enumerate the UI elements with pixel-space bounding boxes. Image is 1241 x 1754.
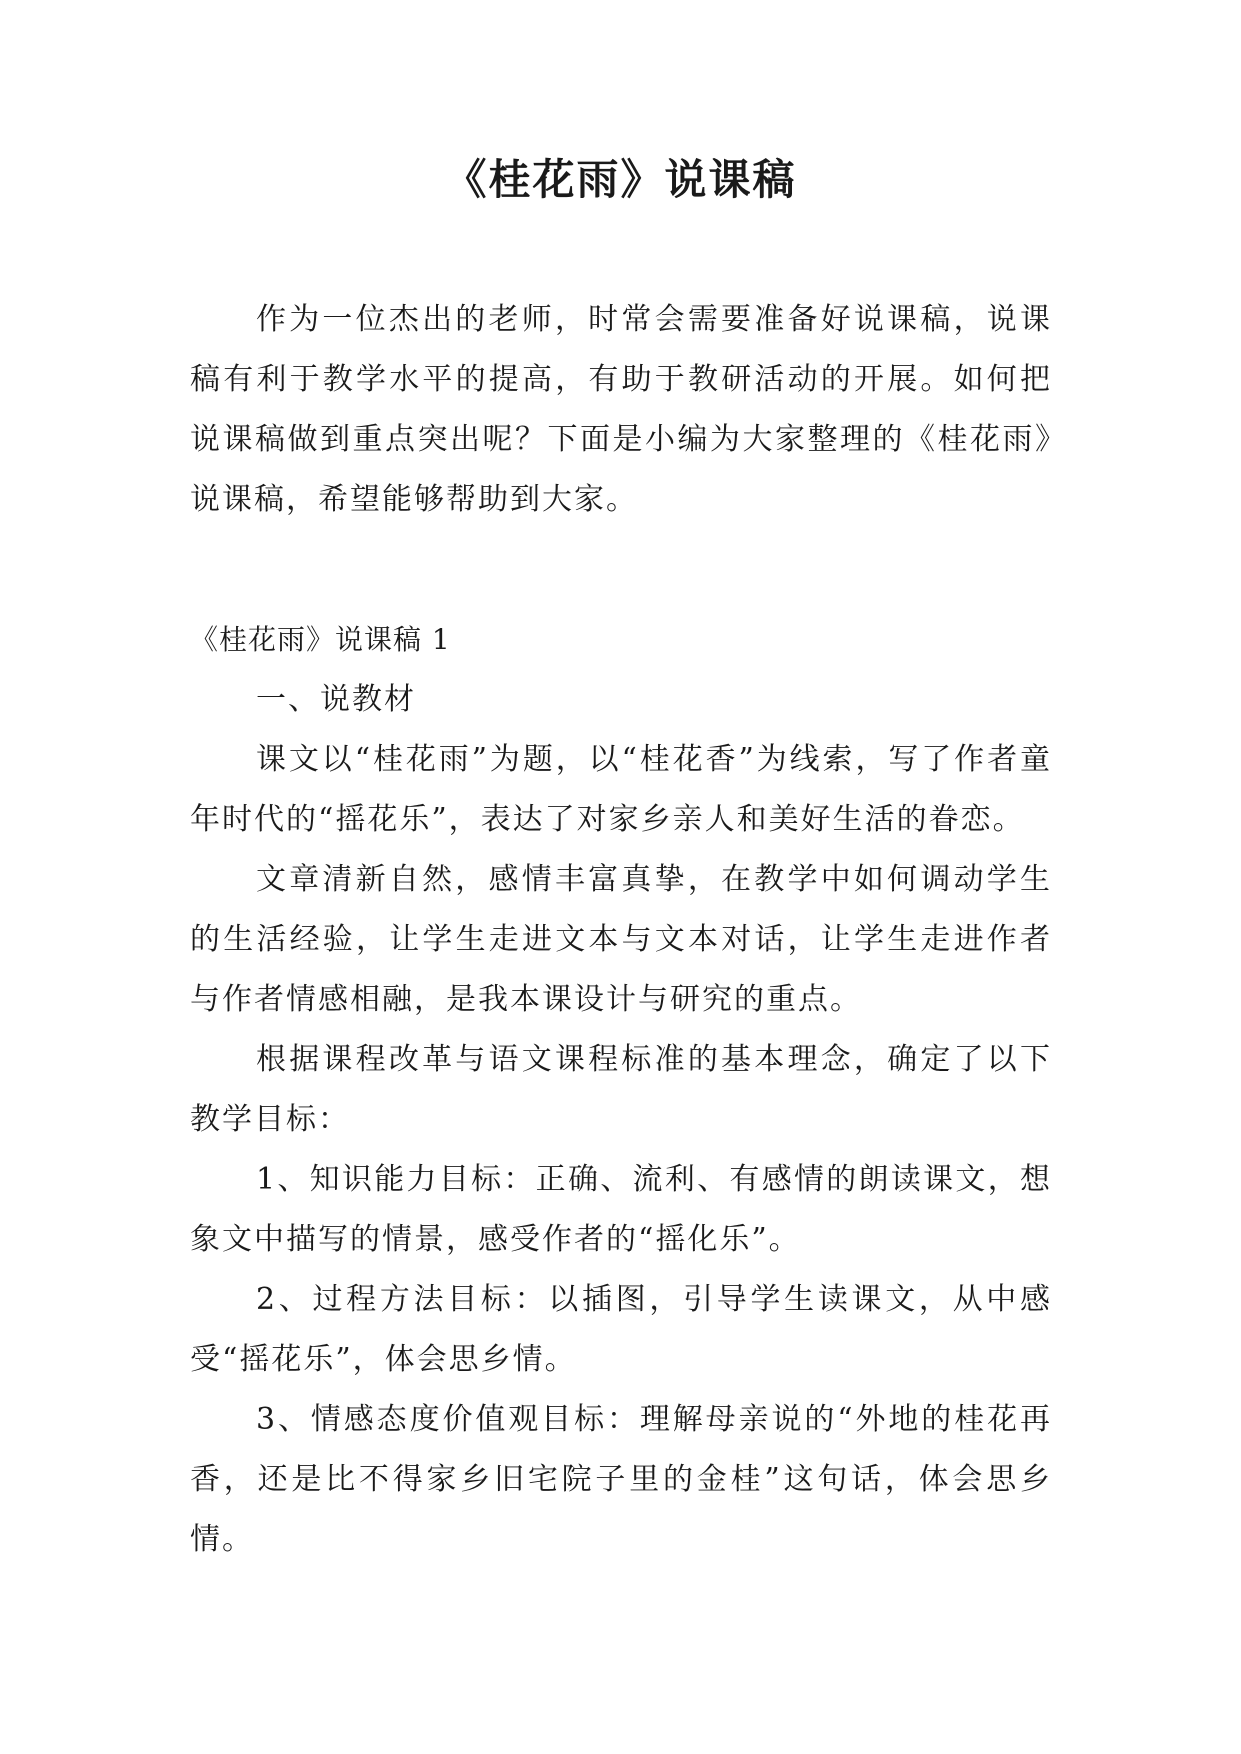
intro-paragraph: 作为一位杰出的老师，时常会需要准备好说课稿，说课稿有利于教学水平的提高，有助于教研活动的开展。如何把说课稿做到重点突出呢？下面是小编为大家整理的《桂花雨》说课稿，希望能够帮助到大家。 (190, 302, 1052, 517)
body-paragraph: 课文以“桂花雨”为题，以“桂花香”为线索，写了作者童年时代的“摇花乐”，表达了对家乡亲人和美好生活的眷恋。 (190, 742, 1052, 837)
document-title: 《桂花雨》说课稿 (444, 155, 797, 204)
document-body (190, 290, 1052, 1570)
body-paragraph: 文章清新自然，感情丰富真挚，在教学中如何调动学生的生活经验，让学生走进文本与文本对话，让学生走进作者与作者情感相融，是我本课设计与研究的重点。 (190, 862, 1052, 1017)
section-title: 《桂花雨》说课稿 1 (190, 623, 451, 656)
section-spacer (190, 530, 1052, 610)
goal-emotion: 3、情感态度价值观目标：理解母亲说的“外地的桂花再香，还是比不得家乡旧宅院子里的金桂”这句话，体会思乡情。 (190, 1402, 1052, 1557)
goal-knowledge: 1、知识能力目标：正确、流利、有感情的朗读课文，想象文中描写的情景，感受作者的“摇化乐”。 (190, 1162, 1052, 1257)
body-paragraph: 根据课程改革与语文课程标准的基本理念，确定了以下教学目标： (190, 1042, 1052, 1137)
heading-textbook: 一、说教材 (256, 682, 416, 717)
goal-process: 2、过程方法目标：以插图，引导学生读课文，从中感受“摇花乐”，体会思乡情。 (190, 1282, 1052, 1377)
